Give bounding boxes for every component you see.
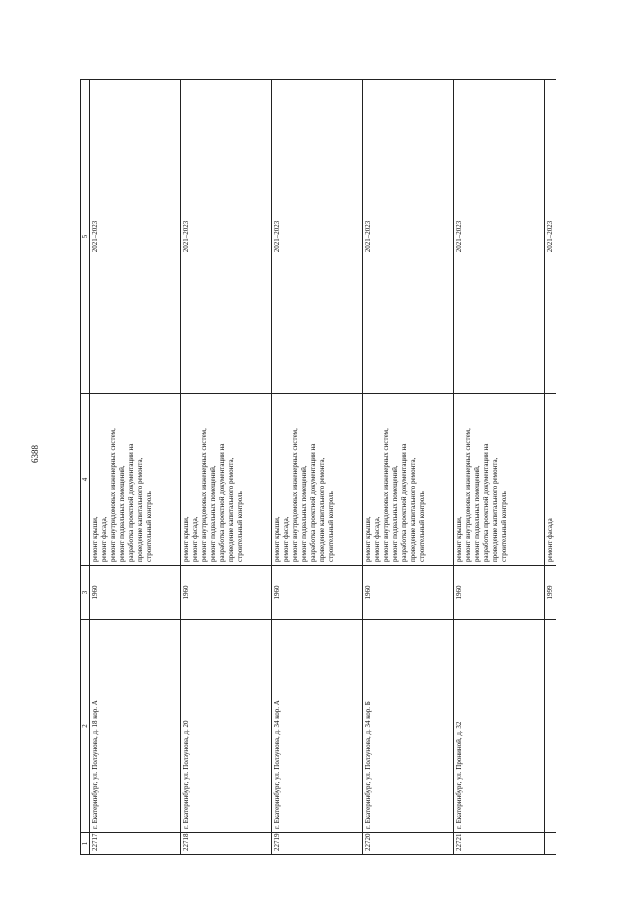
address-cell [545,620,557,833]
works-cell: ремонт фасада [545,394,557,566]
work-item: строительный контроль [500,491,508,562]
work-item: строительный контроль [418,491,426,562]
work-item: разработка проектной документации на [309,443,317,562]
work-item: ремонт крыши, [273,516,281,562]
row-number: 22720. [363,833,454,855]
work-item: ремонт фасада, [100,516,108,562]
period-cell: 2021–2023 [90,80,181,394]
address-cell: г. Екатеринбург, ул. Ползунова, д. 18 кор. А [90,620,181,833]
work-item: проведение капитального ремонта, [491,457,499,562]
work-item: ремонт фасада, [191,516,199,562]
work-item: ремонт подвальных помещений, [300,465,308,562]
year-cell: 1960 [272,566,363,620]
row-number: 22718. [181,833,272,855]
year-cell: 1960 [454,566,545,620]
period-cell: 2021–2023 [272,80,363,394]
work-item: ремонт крыши, [455,516,463,562]
table-row [90,80,181,855]
work-item: ремонт крыши, [182,516,190,562]
address-cell: г. Екатеринбург, ул. Ползунова, д. 20 [181,620,272,833]
row-number: 22721. [454,833,545,855]
work-item: ремонт внутридомовых инженерных систем, [464,428,472,562]
column-number-row [81,80,90,855]
address-cell: г. Екатеринбург, ул. Ползунова, д. 34 кор. Б [363,620,454,833]
year-cell: 1999 [545,566,557,620]
work-item: ремонт подвальных помещений, [209,465,217,562]
work-item: ремонт подвальных помещений, [118,465,126,562]
work-item: ремонт подвальных помещений, [473,465,481,562]
address-cell: г. Екатеринбург, ул. Прониной, д. 32 [454,620,545,833]
rotated-table-container [80,80,555,855]
row-number [545,833,557,855]
period-cell: 2021–2023 [363,80,454,394]
works-cell [454,394,545,566]
work-item: разработка проектной документации на [482,443,490,562]
works-cell [363,394,454,566]
work-item: ремонт внутридомовых инженерных систем, [109,428,117,562]
works-cell [90,394,181,566]
table-row [363,80,454,855]
address-cell: г. Екатеринбург, ул. Ползунова, д. 34 кор. А [272,620,363,833]
table-row [272,80,363,855]
year-cell: 1960 [363,566,454,620]
work-item: ремонт внутридомовых инженерных систем, [382,428,390,562]
works-cell [272,394,363,566]
work-item: ремонт крыши, [364,516,372,562]
work-item: разработка проектной документации на [218,443,226,562]
row-number: 22717. [90,833,181,855]
work-item: ремонт внутридомовых инженерных систем, [291,428,299,562]
page-number: 6388 [30,445,40,463]
work-item: ремонт фасада, [282,516,290,562]
repair-program-table [80,79,556,855]
work-item: разработка проектной документации на [127,443,135,562]
column-header-4: 4 [81,394,90,566]
works-cell [181,394,272,566]
period-cell: 2021–2023 [181,80,272,394]
work-item: строительный контроль [327,491,335,562]
table-row-partial [545,80,557,855]
work-item: проведение капитального ремонта, [409,457,417,562]
work-item: проведение капитального ремонта, [227,457,235,562]
work-item: строительный контроль [236,491,244,562]
table-row [181,80,272,855]
period-cell: 2021–2023 [545,80,557,394]
row-number: 22719. [272,833,363,855]
work-item: разработка проектной документации на [400,443,408,562]
work-item: проведение капитального ремонта, [136,457,144,562]
work-item: проведение капитального ремонта, [318,457,326,562]
period-cell: 2021–2023 [454,80,545,394]
work-item: ремонт внутридомовых инженерных систем, [200,428,208,562]
year-cell: 1960 [181,566,272,620]
work-item: ремонт фасада, [373,516,381,562]
work-item: ремонт крыши, [91,516,99,562]
column-header-5: 5 [81,80,90,394]
work-item: ремонт подвальных помещений, [391,465,399,562]
column-header-2: 2 [81,620,90,833]
column-header-1: 1 [81,833,90,855]
year-cell: 1960 [90,566,181,620]
column-header-3: 3 [81,566,90,620]
work-item: строительный контроль [145,491,153,562]
table-row [454,80,545,855]
